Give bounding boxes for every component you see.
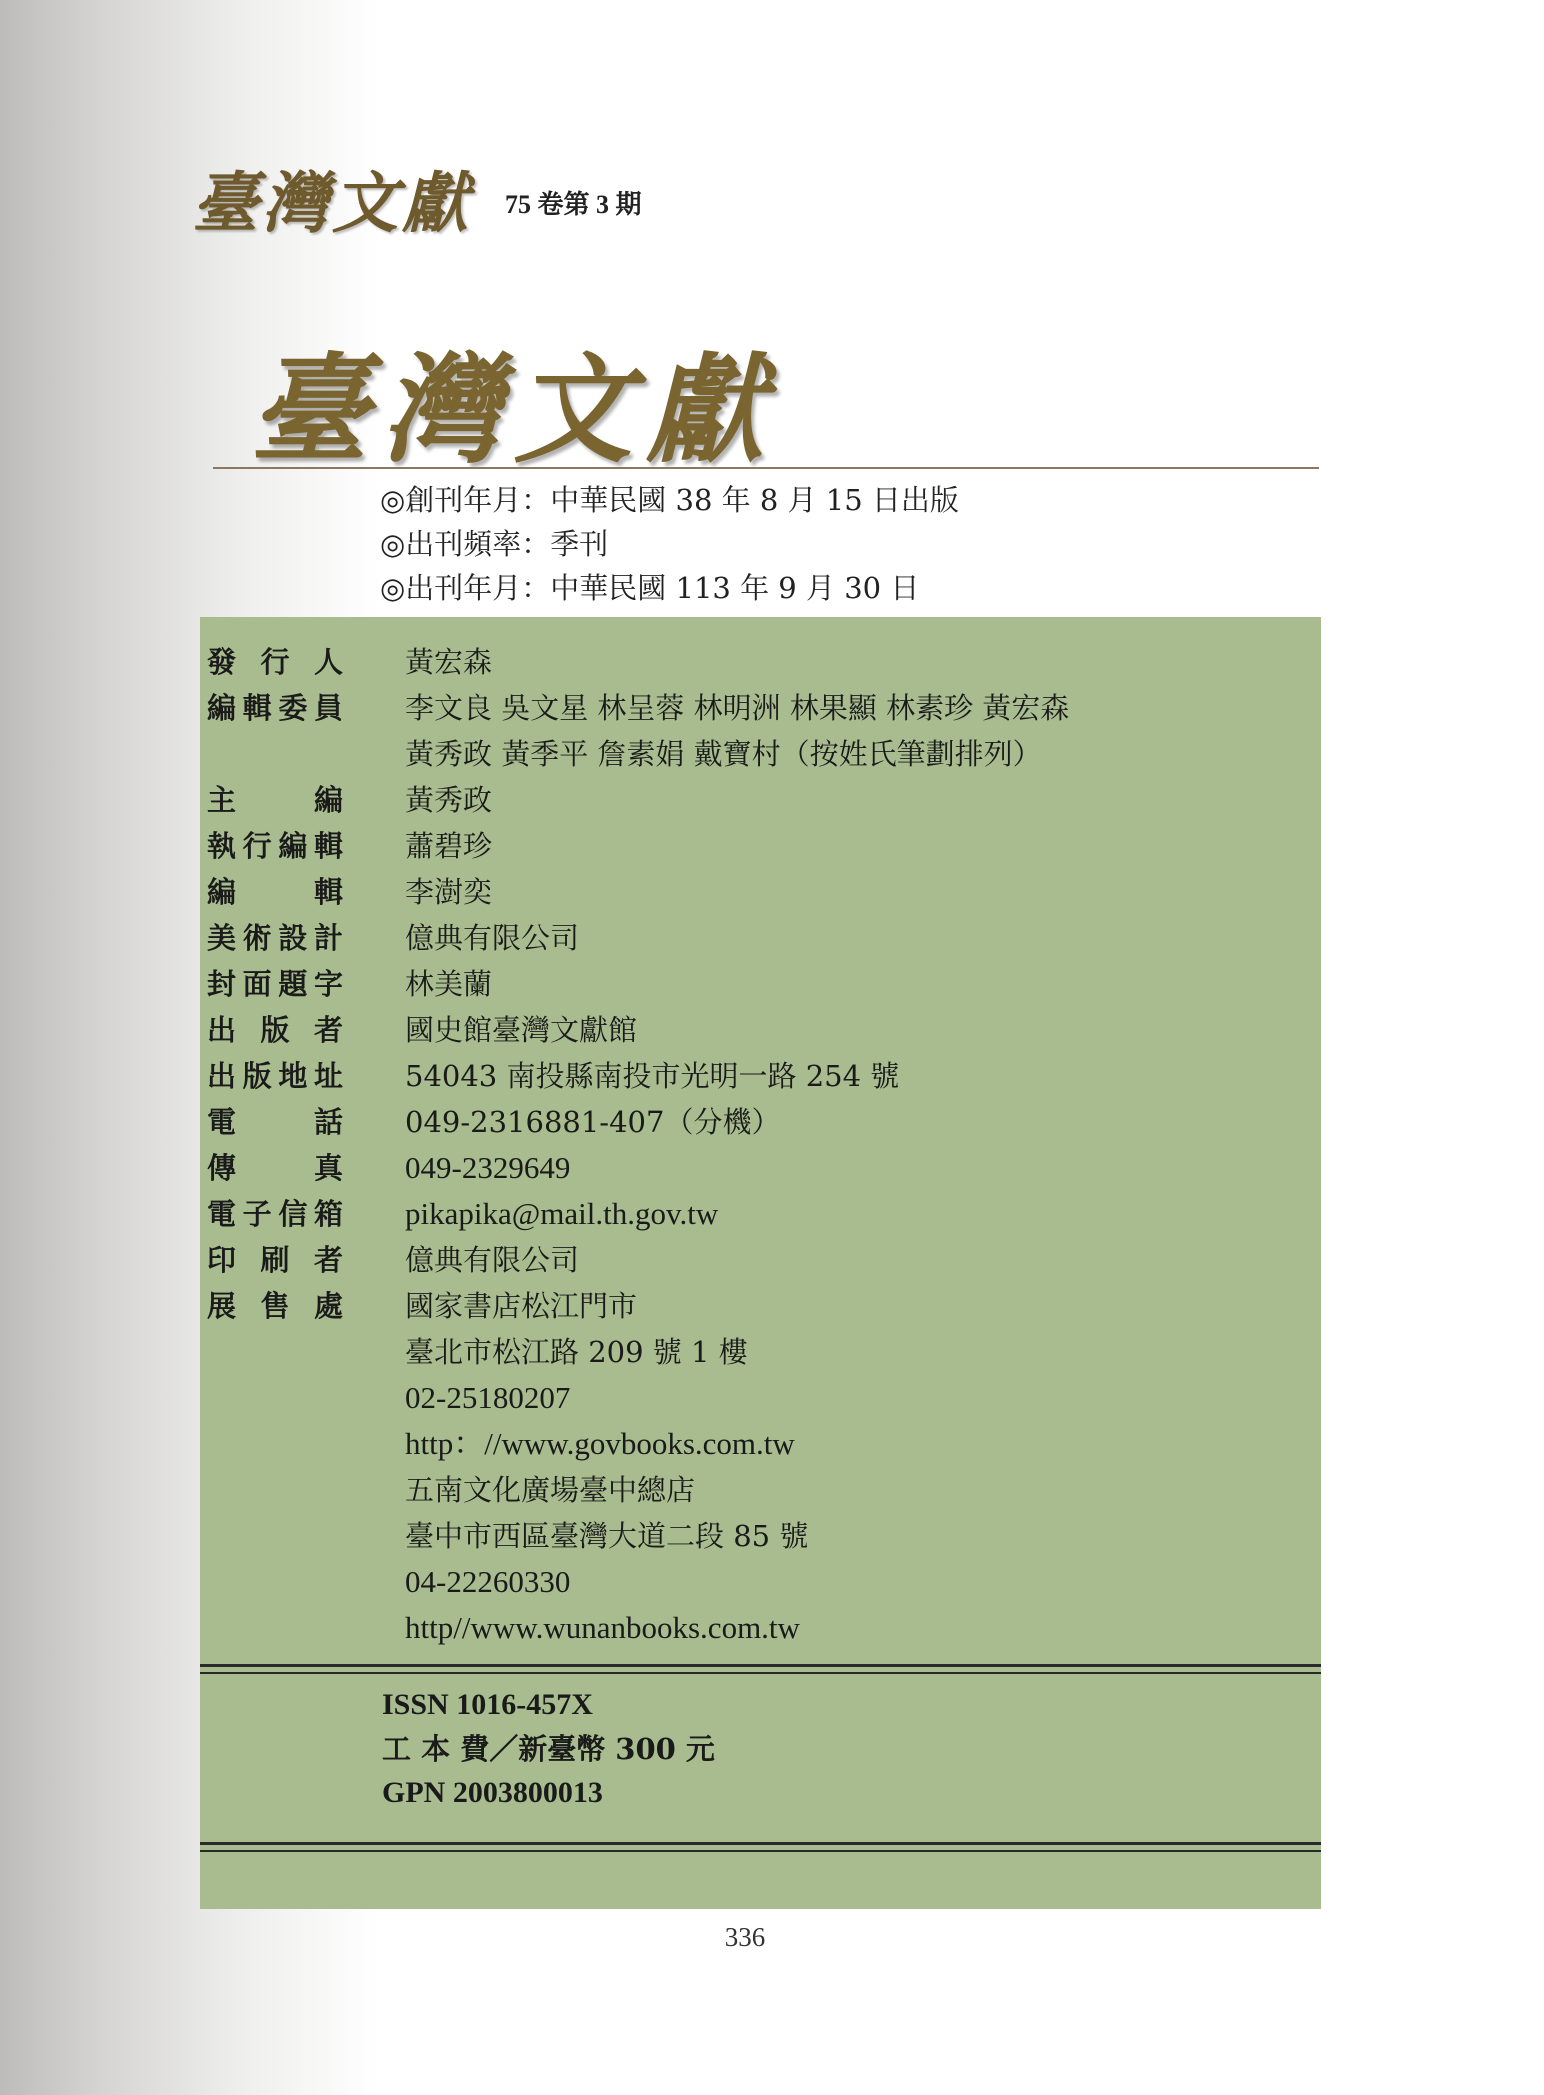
- credit-value: 臺中市西區臺灣大道二段 85 號: [405, 1519, 809, 1553]
- credit-label: 美術設計: [207, 921, 343, 955]
- credit-value: 億典有限公司: [405, 1243, 580, 1277]
- credit-value: 臺北市松江路 209 號 1 樓: [405, 1335, 748, 1369]
- info-founded: ◎創刊年月：中華民國 38 年 8 月 15 日出版: [380, 483, 959, 517]
- divider-double-top: [200, 1664, 1321, 1674]
- credit-label: 編輯委員: [207, 691, 343, 725]
- credit-value: 國史館臺灣文獻館: [405, 1013, 638, 1047]
- credits-panel: [200, 617, 1321, 1909]
- divider-double-bottom: [200, 1842, 1321, 1852]
- credit-value: 049-2329649: [405, 1150, 571, 1185]
- credit-value: pikapika@mail.th.gov.tw: [405, 1196, 719, 1231]
- info-frequency: ◎出刊頻率：季刊: [380, 527, 609, 561]
- credit-label: 主編: [207, 783, 343, 817]
- credit-label: 發行人: [207, 645, 343, 679]
- credit-value: 國家書店松江門市: [405, 1289, 638, 1323]
- credit-label: 電話: [207, 1105, 343, 1139]
- credit-label: 傳真: [207, 1151, 343, 1185]
- credit-value: 02-25180207: [405, 1380, 571, 1415]
- journal-logo-large: 臺灣文獻: [250, 340, 779, 479]
- credit-label: 出版地址: [207, 1059, 343, 1093]
- credit-value: 李澍奕: [405, 875, 493, 909]
- credit-value: 李文良 吳文星 林呈蓉 林明洲 林果顯 林素珍 黃宏森: [405, 691, 1070, 725]
- credit-label: 出版者: [207, 1013, 343, 1047]
- price: 工 本 費／新臺幣 300 元: [382, 1732, 715, 1766]
- issue-label: 75 卷第 3 期: [505, 190, 642, 219]
- credit-value: 54043 南投縣南投市光明一路 254 號: [405, 1059, 900, 1093]
- credit-value: 蕭碧珍: [405, 829, 493, 863]
- credit-label: 執行編輯: [207, 829, 343, 863]
- credit-value: 黃宏森: [405, 645, 493, 679]
- title-divider: [213, 467, 1319, 469]
- info-issue-date: ◎出刊年月：中華民國 113 年 9 月 30 日: [380, 571, 920, 605]
- gpn: GPN 2003800013: [382, 1776, 603, 1809]
- credit-value: 林美蘭: [405, 967, 493, 1001]
- credit-value: http//www.wunanbooks.com.tw: [405, 1610, 800, 1645]
- issn: ISSN 1016-457X: [382, 1688, 593, 1721]
- credit-value: 黃秀政: [405, 783, 493, 817]
- credit-value: http：//www.govbooks.com.tw: [405, 1426, 795, 1461]
- credit-value: 04-22260330: [405, 1564, 571, 1599]
- credit-label: 展售處: [207, 1289, 343, 1323]
- credit-label: 封面題字: [207, 967, 343, 1001]
- credit-value: 億典有限公司: [405, 921, 580, 955]
- publication-info: [380, 478, 959, 610]
- credit-value: 五南文化廣場臺中總店: [405, 1473, 696, 1507]
- credit-label: 編輯: [207, 875, 343, 909]
- credit-value: 黃秀政 黃季平 詹素娟 戴寶村（按姓氏筆劃排列）: [405, 737, 1042, 771]
- credit-label: 印刷者: [207, 1243, 343, 1277]
- journal-logo-small: 臺灣文獻: [192, 164, 472, 242]
- credit-value: 049-2316881-407（分機）: [405, 1105, 781, 1139]
- credit-label: 電子信箱: [207, 1197, 343, 1231]
- page-number: 336: [724, 1922, 766, 1952]
